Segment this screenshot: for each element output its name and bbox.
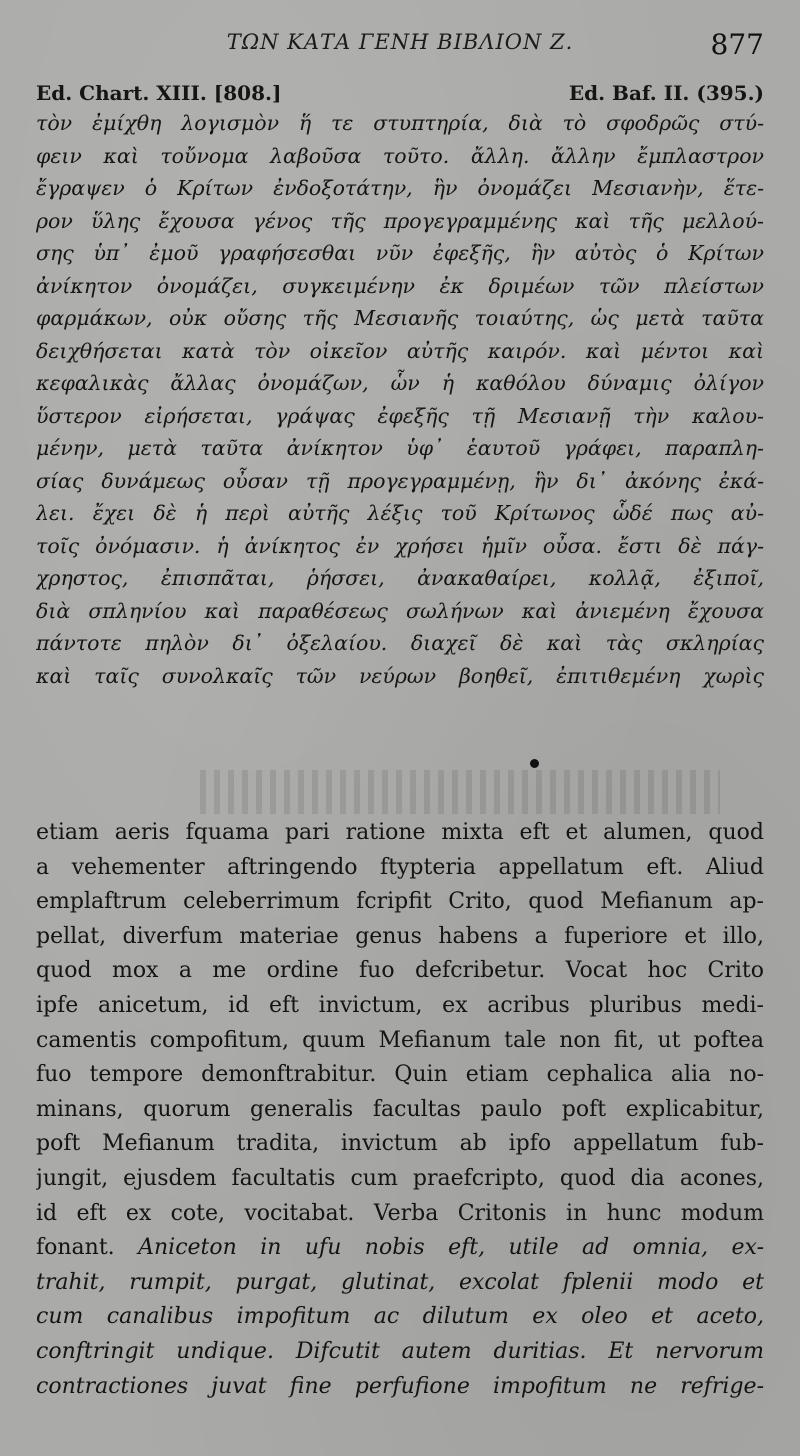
greek-line: τοῖς ὀνόμασιν. ἡ ἀνίκητος ἐν χρήσει ἡμῖν οὖσα. ἔστι δὲ πάγ- [36, 533, 764, 558]
latin-line [36, 816, 764, 851]
latin-text-block [36, 816, 764, 1404]
latin-line [36, 885, 764, 920]
latin-segment: camentis compofitum, quum Mefianum tale non fit, ut poftea [36, 1027, 764, 1053]
latin-segment: emplaftrum celeberrimum fcripfit Crito, quod Mefianum ap- [36, 889, 764, 915]
latin-segment: a vehementer aftringendo ftypteria appellatum eft. Aliud [36, 854, 764, 880]
greek-line: πάντοτε πηλὸν δι᾿ ὀξελαίου. διαχεῖ δὲ καὶ τὰς σκληρίας [36, 631, 764, 655]
greek-line: τὸν ἐμίχθη λογισμὸν ἥ τε στυπτηρία, διὰ τὸ σφοδρῶς στύ- [36, 111, 764, 135]
edition-chart: Ed. Chart. XIII. [808.] [36, 81, 282, 105]
edition-basel: Ed. Baf. II. (395.) [568, 81, 764, 105]
greek-line: μένην, μετὰ ταῦτα ἀνίκητον ὑφ᾿ ἑαυτοῦ γράφει, παραπλη- [36, 436, 764, 460]
latin-line [36, 1335, 764, 1370]
latin-segment: jungit, ejusdem facultatis cum praefcripto, quod dia acones, [36, 1165, 764, 1191]
latin-line [36, 1266, 764, 1301]
latin-segment: quod mox a me ordine fuo defcribetur. Vocat hoc Crito [36, 958, 764, 984]
latin-line [36, 1127, 764, 1162]
latin-line [36, 851, 764, 886]
greek-line: δειχθήσεται κατὰ τὸν οἰκεῖον αὐτῆς καιρόν. καὶ μέντοι καὶ [36, 338, 764, 363]
greek-line: ὕστερον εἰρήσεται, γράψας ἐφεξῆς τῇ Μεσιανῇ τὴν καλου- [36, 403, 764, 428]
latin-line [36, 1162, 764, 1197]
latin-line [36, 1024, 764, 1059]
latin-segment: ipfe anicetum, id eft invictum, ex acribus pluribus medi- [36, 992, 764, 1018]
latin-line [36, 920, 764, 955]
greek-line: ἔγραψεν ὁ Κρίτων ἐνδοξοτάτην, ἣν ὀνομάζει Μεσιανὴν, ἕτε- [36, 176, 764, 200]
latin-italic-segment: cum canalibus impofitum ac dilutum ex oleo et aceto, [36, 1304, 764, 1330]
greek-line: σίας δυνάμεως οὖσαν τῇ προγεγραμμένῃ, ἣν δι᾿ ἀκόνης ἐκά- [36, 468, 764, 493]
latin-segment: minans, quorum generalis facultas paulo poft explicabitur, [36, 1096, 764, 1122]
latin-line [36, 954, 764, 989]
latin-line [36, 1231, 764, 1266]
latin-line [36, 1197, 764, 1232]
greek-line: σης ὑπ᾿ ἐμοῦ γραφήσεσθαι νῦν ἐφεξῆς, ἣν αὐτὸς ὁ Κρίτων [36, 241, 764, 265]
latin-segment: fonant. [36, 1235, 139, 1261]
page-number: 877 [710, 28, 764, 61]
latin-segment: etiam aeris fquama pari ratione mixta eft et alumen, quod [36, 820, 764, 845]
latin-line [36, 1058, 764, 1093]
latin-line [36, 1300, 764, 1335]
latin-line [36, 989, 764, 1024]
greek-line: ἀνίκητον ὀνομάζει, συγκειμένην ἐκ δριμέων τῶν πλείστων [36, 273, 764, 298]
latin-line [36, 1093, 764, 1128]
greek-line: λει. ἔχει δὲ ἡ περὶ αὐτῆς λέξις τοῦ Κρίτωνος ὧδέ πως αὐ- [36, 501, 764, 525]
greek-line: καὶ ταῖς συνολκαῖς τῶν νεύρων βοηθεῖ, ἐπιτιθεμένη χωρὶς [36, 663, 764, 688]
latin-segment: pellat, diverfum materiae genus habens a fuperiore et illo, [36, 923, 764, 949]
greek-line: φειν καὶ τοὔνομα λαβοῦσα τοῦτο. ἄλλη. ἄλλην ἔμπλαστρον [36, 143, 764, 168]
latin-italic-segment: trahit, rumpit, purgat, glutinat, excolat fplenii modo et [36, 1269, 764, 1295]
latin-italic-segment: contractiones juvat fine perfufione impofitum ne refrige- [36, 1373, 764, 1399]
greek-line: φαρμάκων, οὐκ οὔσης τῆς Μεσιανῆς τοιαύτης, ὡς μετὰ ταῦτα [36, 306, 764, 330]
greek-line: ρον ὕλης ἔχουσα γένος τῆς προγεγραμμένης καὶ τῆς μελλού- [36, 208, 764, 233]
greek-line: κεφαλικὰς ἄλλας ὀνομάζων, ὧν ἡ καθόλου δύναμις ὀλίγον [36, 371, 764, 395]
greek-line: χρηστος, ἐπισπᾶται, ῥήσσει, ἀνακαθαίρει, κολλᾷ, ἐξιποῖ, [36, 566, 764, 590]
latin-segment: poft Mefianum tradita, invictum ab ipfo appellatum fub- [36, 1131, 764, 1157]
edition-line [36, 81, 764, 105]
latin-segment: fuo tempore demonftrabitur. Quin etiam cephalica alia no- [36, 1062, 764, 1088]
bleed-through-texture [200, 770, 720, 814]
greek-line: διὰ σπληνίου καὶ παραθέσεως σωλήνων καὶ ἀνιεμένη ἔχουσα [36, 598, 764, 623]
running-head: ΤΩΝ ΚΑΤΑ ΓΕΝΗ ΒΙΒΛΙΟΝ Ζ. [226, 30, 574, 54]
latin-italic-segment: conftringit undique. Difcutit autem duritias. Et nervorum [36, 1338, 764, 1364]
section-divider-dot [530, 759, 539, 768]
latin-italic-segment: Aniceton in ufu nobis eft, utile ad omnia, ex- [138, 1235, 764, 1261]
latin-segment: id eft ex cote, vocitabat. Verba Critonis in hunc modum [36, 1200, 764, 1226]
latin-line [36, 1370, 764, 1405]
greek-text-block [36, 107, 764, 692]
